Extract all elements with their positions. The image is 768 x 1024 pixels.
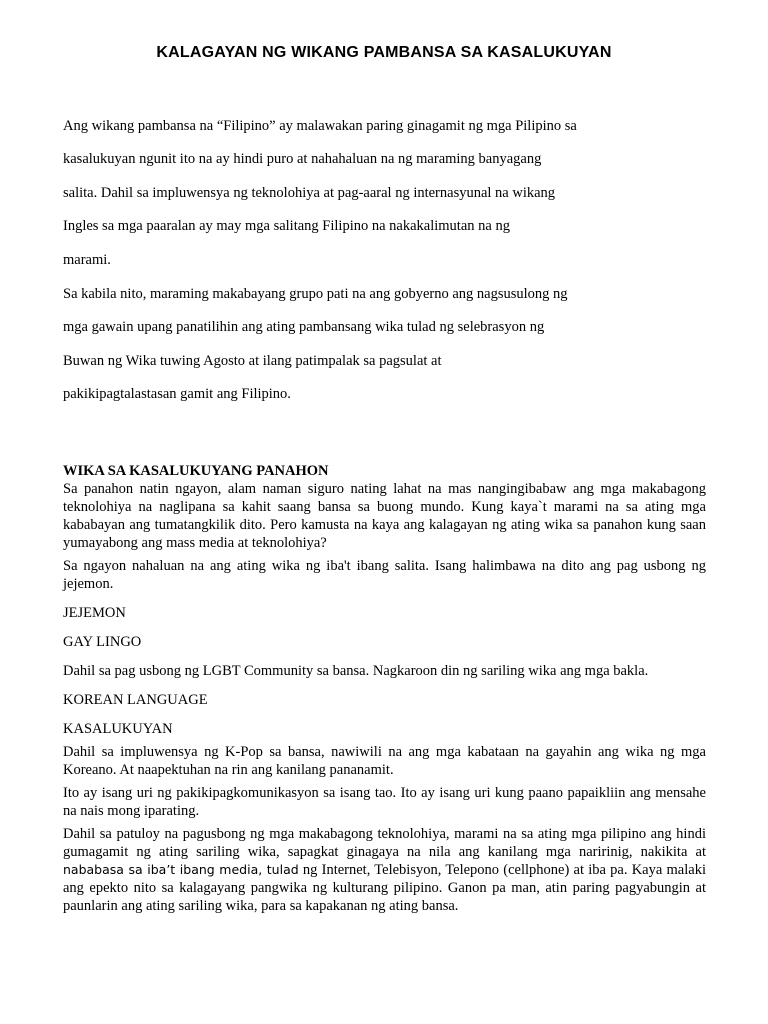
intro-line: salita. Dahil sa impluwensya ng teknolohiya at pag-aaral ng internasyunal na wikang bbox=[63, 185, 556, 201]
section-wika-sa-kasalukuyang-panahon bbox=[63, 462, 706, 920]
label-jejemon: JEJEMON bbox=[63, 605, 126, 621]
section-heading: WIKA SA KASALUKUYANG PANAHON bbox=[63, 463, 329, 479]
intro-line: pakikipagtalastasan gamit ang Filipino. bbox=[63, 386, 291, 402]
intro-line: kasalukuyan ngunit ito na ay hindi puro at nahahaluan na ng maraming banyagang bbox=[63, 151, 542, 167]
paragraph-teknolohiya-sans: nababasa sa iba’t ibang media, tulad bbox=[63, 862, 299, 877]
intro-line: Ang wikang pambansa na “Filipino” ay malawakan paring ginagamit ng mga Pilipino sa bbox=[63, 118, 577, 134]
intro-line: marami. bbox=[63, 252, 111, 268]
paragraph-kpop: Dahil sa impluwensya ng K-Pop sa bansa, nawiwili na ang mga kabataan na gayahin ang wika ng mga Koreano. At naapektuhan na rin ang kanilang pananamit. bbox=[63, 744, 706, 778]
paragraph-teknolohiya-part1: Dahil sa patuloy na pagusbong ng mga makabagong teknolohiya, marami na sa ating mga pilipino ang hindi gumagamit ng ating sariling wika, sapagkat ginagaya na nila ang kanilang mga naririnig, nakikita at bbox=[63, 826, 706, 860]
label-gay-lingo: GAY LINGO bbox=[63, 634, 142, 650]
paragraph-lgbt: Dahil sa pag usbong ng LGBT Community sa bansa. Nagkaroon din ng sariling wika ang mga bakla. bbox=[63, 663, 649, 679]
paragraph-teknolohiya bbox=[63, 825, 706, 915]
label-kasalukuyan: KASALUKUYAN bbox=[63, 721, 173, 737]
intro-line: mga gawain upang panatilihin ang ating pambansang wika tulad ng selebrasyon ng bbox=[63, 319, 545, 335]
paragraph-pakikipagkomunikasyon: Ito ay isang uri ng pakikipagkomunikasyon sa isang tao. Ito ay isang uri kung paano papaikliin ang mensahe na nais mong iparating. bbox=[63, 785, 706, 819]
intro-line: Buwan ng Wika tuwing Agosto at ilang patimpalak sa pagsulat at bbox=[63, 353, 442, 369]
label-korean-language: KOREAN LANGUAGE bbox=[63, 692, 208, 708]
intro-line: Ingles sa mga paaralan ay may mga salitang Filipino na nakakalimutan na ng bbox=[63, 218, 510, 234]
paragraph-panahon: Sa panahon natin ngayon, alam naman siguro nating lahat na mas nangingibabaw ang mga makabagong teknolohiya na naglipana sa kahit saang bansa sa buong mundo. Kung kaya`t marami na sa ating mga kababayan ang tumatangkilik dito. Pero kamusta na kaya ang kalagayan ng ating wika sa panahon kung saan yumayabong ang mass media at teknolohiya? bbox=[63, 481, 706, 551]
document-title: KALAGAYAN NG WIKANG PAMBANSA SA KASALUKUYAN bbox=[156, 44, 612, 61]
paragraph-nahaluan: Sa ngayon nahaluan na ang ating wika ng iba't ibang salita. Isang halimbawa na dito ang pag usbong ng jejemon. bbox=[63, 558, 706, 592]
paragraph-teknolohiya-part2: ng Internet, Telebisyon, Telepono (cellphone) at iba pa. Kaya malaki ang epekto nito sa kalagayang pangwika ng kulturang pilipino. Ganon pa man, atin paring pagyabungin at paunlarin ang ating sariling wika, para sa kapakanan ng ating bansa. bbox=[63, 862, 706, 914]
intro-line: Sa kabila nito, maraming makabayang grupo pati na ang gobyerno ang nagsusulong ng bbox=[63, 286, 568, 302]
